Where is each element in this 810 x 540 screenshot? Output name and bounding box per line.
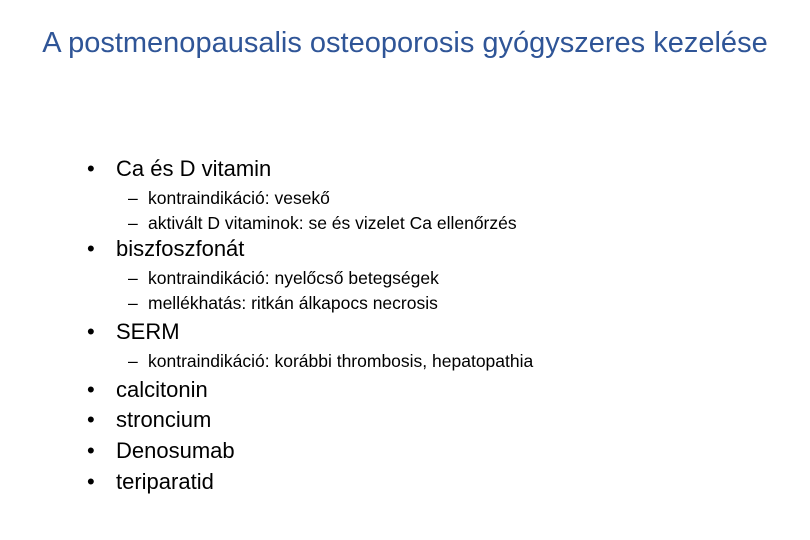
sub-item-text: kontraindikáció: vesekő (148, 188, 330, 208)
sub-item-text: kontraindikáció: nyelőcső betegségek (148, 268, 439, 288)
bullet-icon: • (87, 469, 95, 494)
sub-item-text: mellékhatás: ritkán álkapocs necrosis (148, 293, 438, 313)
bullet-icon: • (87, 236, 95, 261)
bullet-text: teriparatid (116, 469, 214, 494)
sub-item-text: aktivált D vitaminok: se és vizelet Ca ellenőrzés (148, 213, 517, 233)
bullet-icon: • (87, 407, 95, 432)
dash-icon: – (128, 293, 138, 313)
bullet-text: calcitonin (116, 377, 208, 402)
dash-icon: – (128, 268, 138, 288)
bullet-text: Ca és D vitamin (116, 156, 272, 181)
bullet-text: SERM (116, 319, 180, 344)
bullet-icon: • (87, 377, 95, 402)
bullet-text: biszfoszfonát (116, 236, 245, 261)
bullet-icon: • (87, 438, 95, 463)
dash-icon: – (128, 213, 138, 233)
dash-icon: – (128, 188, 138, 208)
bullet-icon: • (87, 319, 95, 344)
dash-icon: – (128, 351, 138, 371)
slide-title: A postmenopausalis osteoporosis gyógyszeres kezelése (42, 27, 768, 59)
bullet-text: stroncium (116, 407, 212, 432)
bullet-text: Denosumab (116, 438, 235, 463)
bullet-icon: • (87, 156, 95, 181)
sub-item-text: kontraindikáció: korábbi thrombosis, hepatopathia (148, 351, 534, 371)
